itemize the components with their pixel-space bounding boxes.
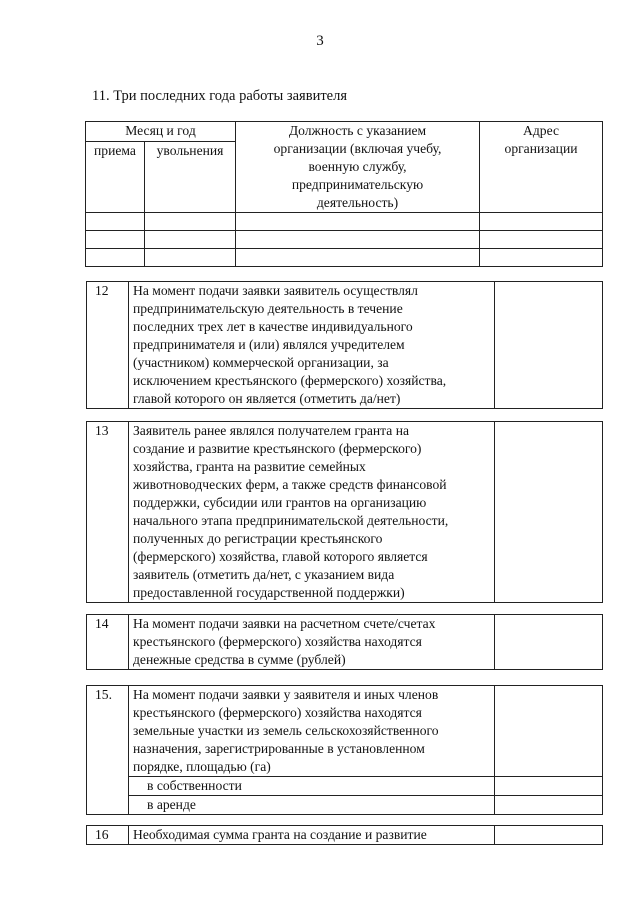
- item-15-ownership-cell[interactable]: [495, 777, 603, 796]
- work-history-table: [85, 121, 603, 267]
- item-15-answer-cell[interactable]: [495, 686, 603, 777]
- position-header: Должность с указанием организации (включая учебу, военную службу, предпринимательскую деятельность): [236, 122, 480, 213]
- address-header: Адрес организации: [480, 122, 603, 213]
- item-13-text: Заявитель ранее являлся получателем гранта на создание и развитие крестьянского (фермерского) хозяйства, гранта на развитие семейных животноводческих ферм, а также средств финансовой поддержки, субсидии или грантов на организацию начального этапа предпринимательской деятельности, полученных до регистрации крестьянского (фермерского) хозяйства, главой которого является заявитель (отметить да/нет, с указанием вида предоставленной государственной поддержки): [129, 422, 495, 603]
- item-15-table: [86, 685, 603, 815]
- item-12-answer-cell[interactable]: [495, 282, 603, 409]
- item-15-lease-cell[interactable]: [495, 796, 603, 815]
- section-11-header-position-text-hidden: [0, 0, 1, 1]
- month-year-header: Месяц и год: [86, 122, 236, 142]
- item-16-answer-cell[interactable]: [495, 826, 603, 845]
- item-16-table: [86, 825, 603, 845]
- item-15-lease-label: в аренде: [129, 796, 495, 815]
- item-14-answer-cell[interactable]: [495, 615, 603, 670]
- item-12-text: На момент подачи заявки заявитель осуществлял предпринимательскую деятельность в течение последних трех лет в качестве индивидуального предпринимателя и (или) являлся учредителем (участником) коммерческой организации, за исключением крестьянского (фермерского) хозяйства, главой которого он является (отметить да/нет): [129, 282, 495, 409]
- item-16-number: 16: [87, 826, 129, 845]
- page-number: 3: [316, 33, 324, 49]
- section-11-title: 11. Три последних года работы заявителя: [92, 88, 348, 104]
- item-12-number: 12: [87, 282, 129, 409]
- item-15-text: На момент подачи заявки у заявителя и иных членов крестьянского (фермерского) хозяйства находятся земельные участки из земель сельскохозяйственного назначения, зарегистрированные в установленном порядке, площадью (га): [129, 686, 495, 777]
- dismissal-header: увольнения: [145, 141, 236, 212]
- item-14-text: На момент подачи заявки на расчетном счете/счетах крестьянского (фермерского) хозяйства находятся денежные средства в сумме (рублей): [129, 615, 495, 670]
- item-14-number: 14: [87, 615, 129, 670]
- item-13-answer-cell[interactable]: [495, 422, 603, 603]
- table-row: [86, 213, 603, 231]
- hire-header: приема: [86, 141, 145, 212]
- table-row: [86, 249, 603, 267]
- item-14-table: [86, 614, 603, 670]
- item-12-table: [86, 281, 603, 409]
- item-15-ownership-label: в собственности: [129, 777, 495, 796]
- table-row: [86, 231, 603, 249]
- item-13-number: 13: [87, 422, 129, 603]
- item-15-number: 15.: [87, 686, 129, 815]
- item-16-text: Необходимая сумма гранта на создание и развитие: [129, 826, 495, 845]
- item-13-table: [86, 421, 603, 603]
